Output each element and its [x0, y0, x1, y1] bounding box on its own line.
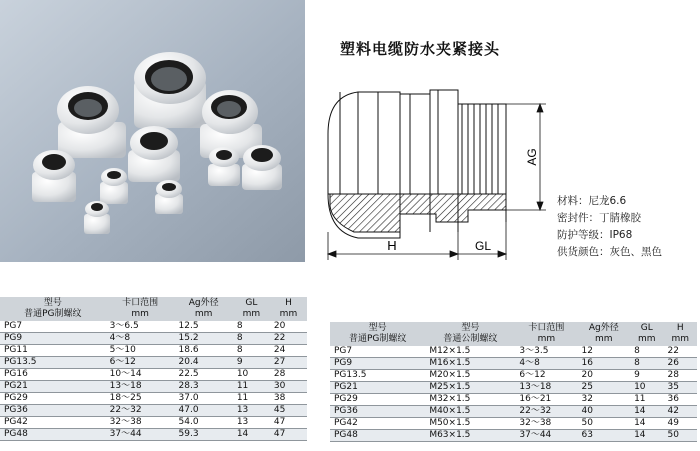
table-cell: 25 — [577, 382, 630, 394]
table-cell: 32～38 — [515, 418, 577, 430]
gland-small-2 — [155, 180, 183, 214]
table-cell: 14 — [630, 418, 663, 430]
table-cell: PG36 — [0, 405, 106, 417]
table-cell: PG29 — [330, 394, 425, 406]
table-cell: 24 — [270, 345, 307, 357]
table-header-row — [330, 322, 697, 346]
table-row — [0, 321, 307, 333]
table-cell: 22～32 — [106, 405, 175, 417]
table-cell: PG11 — [0, 345, 106, 357]
table-cell: 16 — [577, 358, 630, 370]
header-ag-diameter: Ag外径 mm — [175, 297, 233, 321]
header-clamp-range: 卡口范围 mm — [515, 322, 577, 346]
table-row — [330, 430, 697, 442]
table-cell: 42 — [664, 406, 698, 418]
table-cell: 36 — [664, 394, 698, 406]
table-cell: M20×1.5 — [425, 370, 515, 382]
header-h: H mm — [270, 297, 307, 321]
material-specs — [557, 193, 662, 261]
table-cell: 27 — [270, 357, 307, 369]
table-cell: 28 — [270, 369, 307, 381]
table-cell: PG13.5 — [330, 370, 425, 382]
table-cell: 63 — [577, 430, 630, 442]
table-header-row — [0, 297, 307, 321]
header-pg-model: 型号 普通PG制螺纹 — [330, 322, 425, 346]
table-row — [330, 418, 697, 430]
table-cell: 4～8 — [515, 358, 577, 370]
dimension-h-label: H — [387, 238, 397, 253]
table-cell: PG29 — [0, 393, 106, 405]
table-row — [0, 429, 307, 441]
table-cell: 40 — [577, 406, 630, 418]
table-row — [330, 382, 697, 394]
table-row — [330, 358, 697, 370]
table-cell: 37～44 — [515, 430, 577, 442]
table-cell: 28 — [664, 370, 698, 382]
page-title: 塑料电缆防水夹紧接头 — [340, 40, 501, 58]
table-cell: 5～10 — [106, 345, 175, 357]
table-cell: 16～21 — [515, 394, 577, 406]
table-cell: 50 — [577, 418, 630, 430]
table-cell: 11 — [233, 393, 270, 405]
table-cell: 35 — [664, 382, 698, 394]
table-cell: 10 — [233, 369, 270, 381]
table-row — [0, 417, 307, 429]
table-row — [0, 345, 307, 357]
header-clamp-range: 卡口范围 mm — [106, 297, 175, 321]
table-cell: 12.5 — [175, 321, 233, 333]
table-cell: 22 — [664, 346, 698, 358]
table-cell: PG13.5 — [0, 357, 106, 369]
table-cell: PG21 — [330, 382, 425, 394]
table-cell: 12 — [577, 346, 630, 358]
table-cell: 4～8 — [106, 333, 175, 345]
table-cell: 8 — [630, 358, 663, 370]
table-cell: 8 — [233, 321, 270, 333]
table-cell: 9 — [630, 370, 663, 382]
table-row — [0, 393, 307, 405]
table-cell: 9 — [233, 357, 270, 369]
table-cell: 3～6.5 — [106, 321, 175, 333]
header-ag-diameter: Ag外径 mm — [577, 322, 630, 346]
gland-small-3 — [84, 201, 110, 234]
table-cell: 11 — [233, 381, 270, 393]
table-cell: 13～18 — [106, 381, 175, 393]
table-cell: 20 — [270, 321, 307, 333]
table-cell: PG42 — [330, 418, 425, 430]
table-cell: PG21 — [0, 381, 106, 393]
table-cell: M12×1.5 — [425, 346, 515, 358]
header-gl: GL mm — [233, 297, 270, 321]
table-cell: 22～32 — [515, 406, 577, 418]
spec-colors: 供货颜色：灰色、黑色 — [557, 246, 662, 258]
header-gl: GL mm — [630, 322, 663, 346]
table-cell: 8 — [233, 345, 270, 357]
table-cell: 32～38 — [106, 417, 175, 429]
table-cell: PG7 — [0, 321, 106, 333]
table-cell: 14 — [630, 430, 663, 442]
table-row — [330, 394, 697, 406]
dimension-ag-label: AG — [525, 148, 539, 166]
table-cell: PG48 — [330, 430, 425, 442]
table-cell: 13 — [233, 405, 270, 417]
dimension-gl-label: GL — [474, 239, 492, 253]
gland-medium-3 — [242, 145, 282, 190]
table-cell: PG9 — [330, 358, 425, 370]
table-cell: 37～44 — [106, 429, 175, 441]
table-cell: 10～14 — [106, 369, 175, 381]
table-cell: 38 — [270, 393, 307, 405]
table-cell: 50 — [664, 430, 698, 442]
table-cell: 28.3 — [175, 381, 233, 393]
table-cell: 3～3.5 — [515, 346, 577, 358]
table-cell: 6～12 — [515, 370, 577, 382]
spec-material: 材料：尼龙6.6 — [557, 195, 627, 207]
spec-seal: 密封件：丁腈橡胶 — [557, 212, 641, 224]
table-cell: 15.2 — [175, 333, 233, 345]
table-row — [330, 346, 697, 358]
header-metric-model: 型号 普通公制螺纹 — [425, 322, 515, 346]
table-cell: 20 — [577, 370, 630, 382]
table-cell: 47.0 — [175, 405, 233, 417]
product-photo — [0, 0, 305, 262]
table-cell: 20.4 — [175, 357, 233, 369]
table-cell: M32×1.5 — [425, 394, 515, 406]
table-cell: 18.6 — [175, 345, 233, 357]
table-cell: 26 — [664, 358, 698, 370]
table-cell: 59.3 — [175, 429, 233, 441]
table-cell: 49 — [664, 418, 698, 430]
table-cell: 14 — [233, 429, 270, 441]
table-cell: M16×1.5 — [425, 358, 515, 370]
table-cell: PG16 — [0, 369, 106, 381]
table-row — [0, 405, 307, 417]
table-cell: M40×1.5 — [425, 406, 515, 418]
gland-medium-4 — [208, 147, 240, 186]
table-cell: 13～18 — [515, 382, 577, 394]
table-cell: 13 — [233, 417, 270, 429]
table-cell: PG36 — [330, 406, 425, 418]
table-cell: 47 — [270, 429, 307, 441]
table-cell: 8 — [630, 346, 663, 358]
table-row — [0, 381, 307, 393]
table-row — [330, 370, 697, 382]
table-cell: M63×1.5 — [425, 430, 515, 442]
gland-medium-2 — [32, 150, 76, 202]
gland-small-1 — [100, 168, 128, 204]
table-cell: 30 — [270, 381, 307, 393]
table-row — [0, 369, 307, 381]
table-cell: 37.0 — [175, 393, 233, 405]
table-cell: 22 — [270, 333, 307, 345]
table-cell: 14 — [630, 406, 663, 418]
metric-thread-table — [330, 322, 697, 442]
table-cell: 10 — [630, 382, 663, 394]
technical-drawing — [318, 82, 553, 272]
table-cell: 22.5 — [175, 369, 233, 381]
gland-medium-1 — [128, 126, 180, 182]
gland-large-1 — [134, 52, 206, 128]
pg-thread-table — [0, 297, 307, 441]
table-row — [0, 333, 307, 345]
table-cell: 18～25 — [106, 393, 175, 405]
table-cell: PG42 — [0, 417, 106, 429]
table-cell: 6～12 — [106, 357, 175, 369]
table-cell: 11 — [630, 394, 663, 406]
spec-protection: 防护等级：IP68 — [557, 229, 633, 241]
table-cell: PG48 — [0, 429, 106, 441]
table-cell: M50×1.5 — [425, 418, 515, 430]
table-cell: M25×1.5 — [425, 382, 515, 394]
table-cell: PG9 — [0, 333, 106, 345]
table-cell: 47 — [270, 417, 307, 429]
table-cell: 32 — [577, 394, 630, 406]
table-cell: 8 — [233, 333, 270, 345]
table-cell: PG7 — [330, 346, 425, 358]
table-cell: 54.0 — [175, 417, 233, 429]
table-row — [0, 357, 307, 369]
header-model: 型号 普通PG制螺纹 — [0, 297, 106, 321]
table-cell: 45 — [270, 405, 307, 417]
table-row — [330, 406, 697, 418]
header-h: H mm — [664, 322, 698, 346]
